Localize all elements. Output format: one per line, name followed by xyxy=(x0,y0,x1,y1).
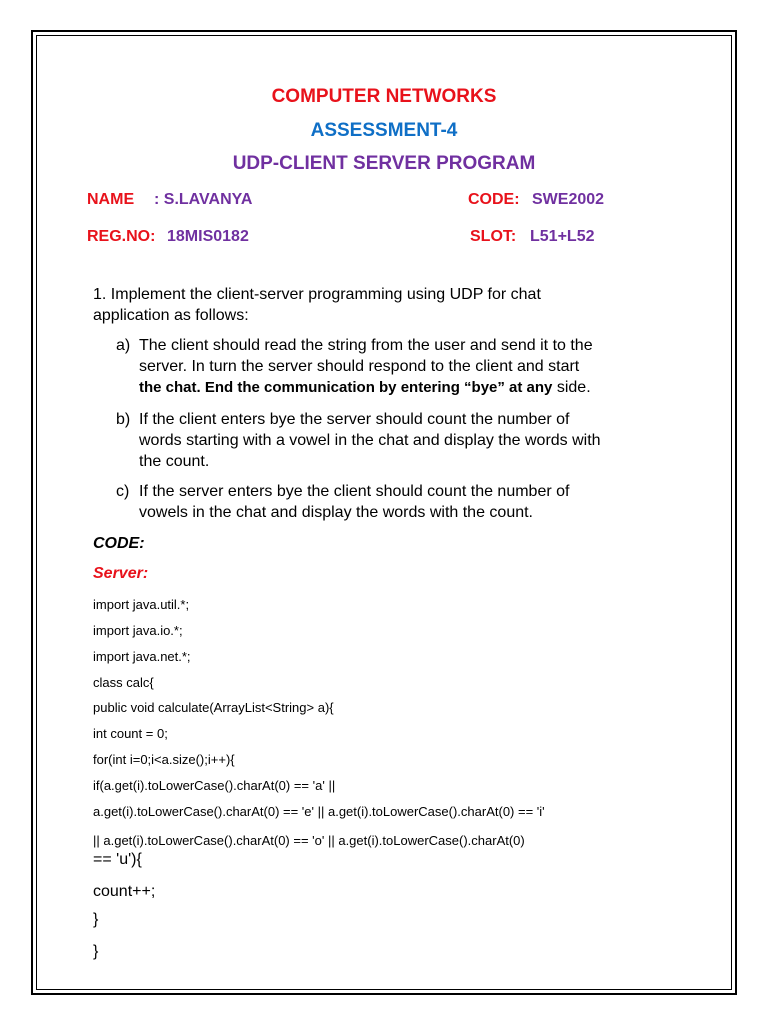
sub-question-b xyxy=(116,409,676,473)
code-value: SWE2002 xyxy=(532,191,605,208)
sub-question-line: words starting with a vowel in the chat and display the words with xyxy=(139,432,601,449)
sub-question-marker: a) xyxy=(116,337,131,354)
sub-question-marker: c) xyxy=(116,483,130,500)
code-line: int count = 0; xyxy=(93,726,168,741)
slot-value: L51+L52 xyxy=(530,228,595,245)
question-line-2: application as follows: xyxy=(93,307,249,324)
code-line: import java.util.*; xyxy=(93,597,190,612)
program-title: UDP-CLIENT SERVER PROGRAM xyxy=(232,153,536,174)
sub-question-line: vowels in the chat and display the words with the count. xyxy=(139,504,533,521)
server-heading: Server: xyxy=(93,565,149,582)
code-label: CODE: xyxy=(468,191,520,208)
slot-label: SLOT: xyxy=(470,228,517,245)
sub-question-line: the count. xyxy=(139,453,210,470)
reg-label: REG.NO: xyxy=(87,228,156,245)
document-title: COMPUTER NETWORKS xyxy=(271,86,497,107)
code-line: public void calculate(ArrayList<String> a){ xyxy=(93,700,334,715)
code-heading: CODE: xyxy=(93,535,145,552)
sub-question-a xyxy=(116,335,676,399)
code-line: import java.io.*; xyxy=(93,623,183,638)
code-line: || a.get(i).toLowerCase().charAt(0) == 'o' || a.get(i).toLowerCase().charAt(0) xyxy=(93,833,525,848)
sub-question-c xyxy=(116,481,676,524)
code-line: a.get(i).toLowerCase().charAt(0) == 'e' || a.get(i).toLowerCase().charAt(0) == 'i' xyxy=(93,804,545,819)
sub-question-line: server. In turn the server should respond to the client and start xyxy=(139,358,580,375)
sub-question-line: The client should read the string from the user and send it to the xyxy=(139,337,593,354)
code-line: import java.net.*; xyxy=(93,649,191,664)
sub-question-bold-text: the chat. End the communication by entering “bye” at any xyxy=(139,379,553,396)
question-line-1: 1. Implement the client-server programming using UDP for chat xyxy=(93,286,541,303)
name-label: NAME xyxy=(87,191,135,208)
assessment-title: ASSESSMENT-4 xyxy=(310,120,458,141)
code-line: if(a.get(i).toLowerCase().charAt(0) == 'a' || xyxy=(93,778,336,793)
code-line: == 'u'){ xyxy=(93,851,142,868)
sub-question-text: side. xyxy=(552,379,591,396)
name-value: : S.LAVANYA xyxy=(154,191,253,208)
sub-question-marker: b) xyxy=(116,411,131,428)
sub-question-line xyxy=(139,377,591,398)
code-line: count++; xyxy=(93,883,156,900)
reg-value: 18MIS0182 xyxy=(167,228,249,245)
code-line: } xyxy=(93,943,99,960)
sub-question-line: If the client enters bye the server should count the number of xyxy=(139,411,570,428)
code-line: class calc{ xyxy=(93,675,154,690)
code-line: for(int i=0;i<a.size();i++){ xyxy=(93,752,235,767)
code-line: } xyxy=(93,911,99,928)
sub-question-line: If the server enters bye the client should count the number of xyxy=(139,483,570,500)
